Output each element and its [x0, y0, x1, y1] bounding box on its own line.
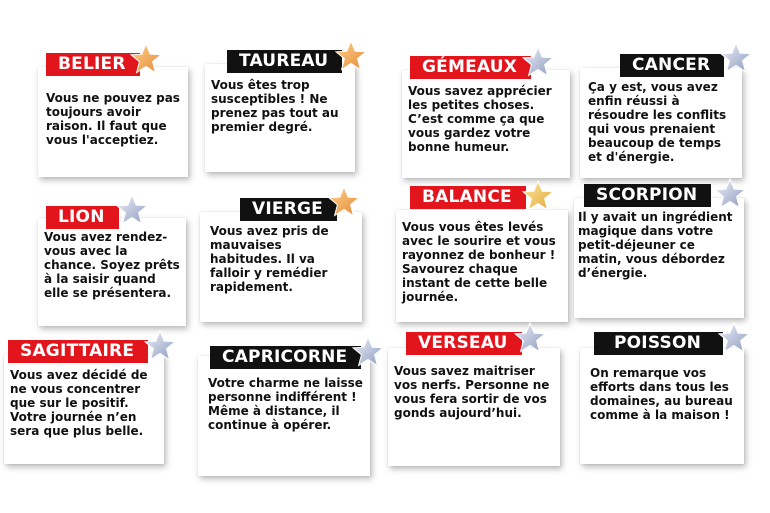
silver-star-icon [720, 42, 752, 74]
silver-star-icon [522, 46, 554, 78]
sign-label-sagittaire: SAGITTAIRE [8, 340, 148, 363]
gold-star-icon [522, 180, 554, 212]
sign-label-lion: LION [46, 206, 119, 229]
gold-star-icon [328, 186, 360, 218]
card-vierge [200, 199, 362, 322]
sign-text-vierge: Vous avez pris de mauvaises habitudes. Il va falloir y remédier rapidement. [210, 224, 329, 294]
sign-text-sagittaire: Vous avez décidé de ne vous concentrer que sur le positif. Votre journée n’en sera que plus belle. [10, 368, 148, 438]
sign-label-balance: BALANCE [410, 186, 526, 209]
sign-label-gemeaux: GÉMEAUX [410, 56, 531, 79]
sign-text-gemeaux: Vous savez apprécier les petites choses. C’est comme ça que vous gardez votre bonne humeur. [408, 84, 552, 154]
card-lion [38, 207, 186, 326]
sign-label-belier: BELIER [46, 53, 140, 76]
sign-text-scorpion: Il y avait un ingrédient magique dans votre petit-déjeuner ce matin, vous débordez d’énergie. [578, 210, 733, 280]
sign-text-lion: Vous avez rendez-vous avec la chance. Soyez prêts à la saisir quand elle se présentera. [44, 230, 180, 300]
sign-label-vierge: VIERGE [240, 198, 337, 221]
silver-star-icon [714, 178, 746, 210]
sign-label-cancer: CANCER [620, 54, 724, 77]
silver-star-icon [144, 330, 176, 362]
card-verseau [388, 333, 560, 466]
silver-star-icon [116, 194, 148, 226]
sign-text-taureau: Vous êtes trop susceptibles ! Ne prenez pas tout au premier degré. [211, 78, 339, 134]
card-scorpion [574, 185, 744, 318]
gold-star-icon [130, 43, 162, 75]
card-gemeaux [402, 57, 570, 178]
card-sagittaire [4, 341, 164, 464]
sign-text-poisson: On remarque vos efforts dans tous les domaines, au bureau comme à la maison ! [590, 366, 733, 422]
silver-star-icon [514, 322, 546, 354]
sign-text-verseau: Vous savez maitriser vos nerfs. Personne ne vous fera sortir de vos gonds aujourd’hui. [394, 364, 550, 420]
card-taureau [205, 51, 355, 172]
sign-text-cancer: Ça y est, vous avez enfin réussi à résoudre les conflits qui vous prenaient beaucoup de temps et d'énergie. [588, 80, 727, 164]
card-belier [38, 54, 188, 177]
sign-label-taureau: TAUREAU [227, 50, 342, 73]
sign-label-capricorne: CAPRICORNE [210, 346, 361, 369]
sign-text-belier: Vous ne pouvez pas toujours avoir raison. Il faut que vous l'acceptiez. [46, 91, 180, 147]
gold-star-icon [335, 40, 367, 72]
card-poisson [580, 333, 744, 464]
silver-star-icon [718, 322, 750, 354]
card-capricorne [198, 347, 370, 476]
sign-label-verseau: VERSEAU [406, 332, 522, 355]
sign-text-balance: Vous vous êtes levés avec le sourire et vous rayonnez de bonheur ! Savourez chaque instant de cette belle journée. [402, 220, 556, 304]
card-cancer [580, 55, 742, 178]
sign-text-capricorne: Votre charme ne laisse personne indifférent ! Même à distance, il continue à opérer. [208, 376, 363, 432]
silver-star-icon [352, 336, 384, 368]
card-balance [396, 187, 568, 322]
sign-label-scorpion: SCORPION [584, 184, 711, 207]
sign-label-poisson: POISSON [594, 332, 723, 355]
